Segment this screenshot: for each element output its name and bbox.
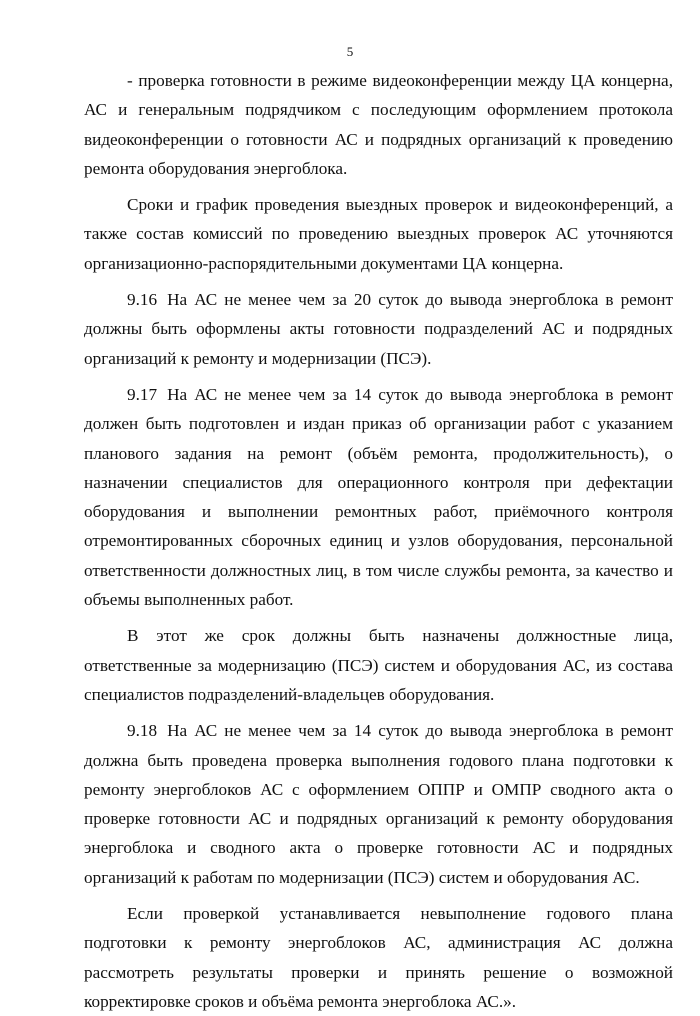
clause-9-18 <box>84 716 673 892</box>
paragraph-text: - проверка готовности в режиме видеоконференции между ЦА концерна, АС и генеральным подрядчиком с последующим оформлением протокола видеоконференции о готовности АС и подрядных организаций к проведению ремонта оборудования энергоблока. <box>84 71 673 178</box>
paragraph-non-fulfillment <box>84 899 673 1016</box>
page-number: 5 <box>346 44 354 59</box>
paragraph-videoconference-check <box>84 66 673 183</box>
document-body <box>84 66 673 1016</box>
paragraph-schedule <box>84 190 673 278</box>
paragraph-text: Если проверкой устанавливается невыполнение годового плана подготовки к ремонту энергоблоков АС, администрация АС должна рассмотреть результаты проверки и принять решение о возможной корректировке сроков и объёма ремонта энергоблока АС.». <box>84 904 673 1011</box>
paragraph-text: В этот же срок должны быть назначены должностные лица, ответственные за модернизацию (ПСЭ) систем и оборудования АС, из состава специалистов подразделений-владельцев оборудования. <box>84 626 673 704</box>
paragraph-text: На АС не менее чем за 14 суток до вывода энергоблока в ремонт должна быть проведена проверка выполнения годового плана подготовки к ремонту энергоблоков АС с оформлением ОППР и ОМПР сводного акта о проверке готовности АС и подрядных организаций к ремонту оборудования энергоблока и сводного акта о проверке готовности АС и подрядных организаций к работам по модернизации (ПСЭ) систем и оборудования АС. <box>84 721 673 887</box>
clause-number: 9.17 <box>127 384 158 404</box>
clause-number: 9.16 <box>127 290 158 310</box>
clause-number: 9.18 <box>127 721 158 741</box>
paragraph-text: Сроки и график проведения выездных проверок и видеоконференций, а также состав комиссий по проведению выездных проверок АС уточняются организационно-распорядительными документами ЦА концерна. <box>84 195 673 273</box>
clause-9-17 <box>84 380 673 614</box>
paragraph-text: На АС не менее чем за 20 суток до вывода энергоблока в ремонт должны быть оформлены акты готовности подразделений АС и подрядных организаций к ремонту и модернизации (ПСЭ). <box>84 290 673 368</box>
clause-9-16 <box>84 285 673 373</box>
paragraph-responsible-persons <box>84 621 673 709</box>
paragraph-text: На АС не менее чем за 14 суток до вывода энергоблока в ремонт должен быть подготовлен и издан приказ об организации работ с указанием планового задания на ремонт (объём ремонта, продолжительность), о назначении специалистов для операционного контроля при дефектации оборудования и выполнении ремонтных работ, приёмочного контроля отремонтированных сборочных единиц и узлов оборудования, персональной ответственности должностных лиц, в том числе службы ремонта, за качество и объемы выполненных работ. <box>84 384 673 610</box>
